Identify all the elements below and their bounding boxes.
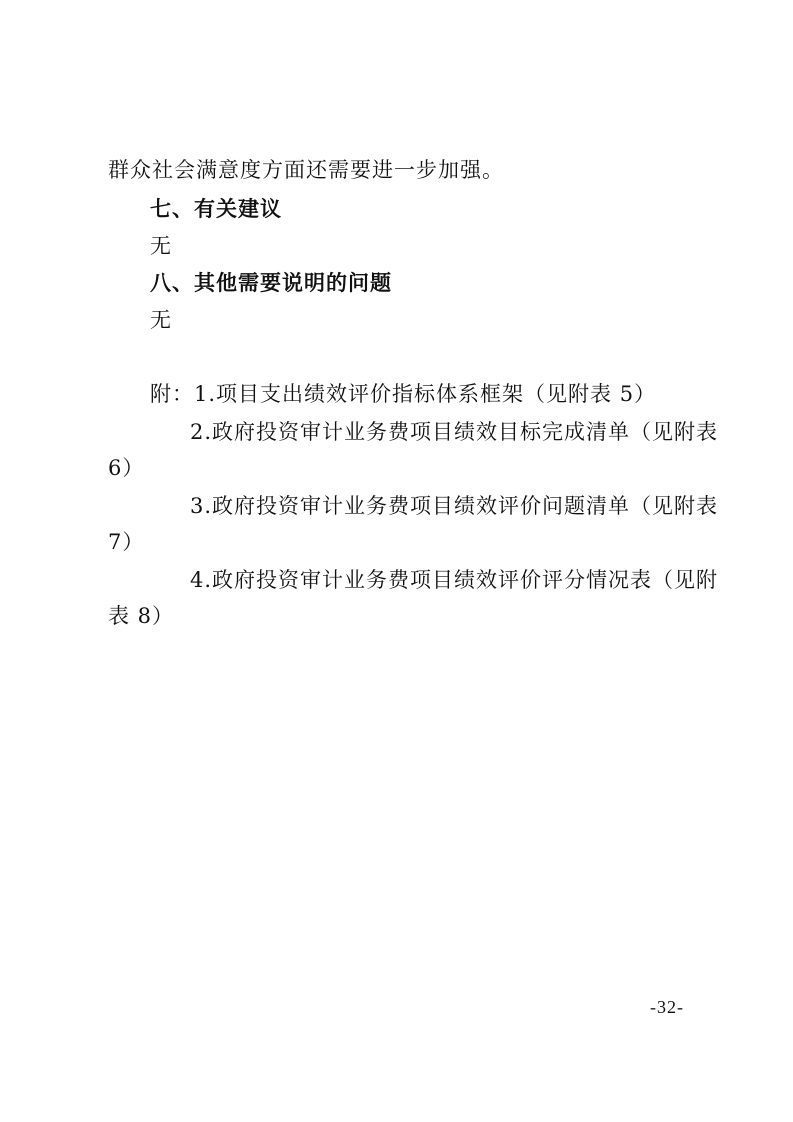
- attachment-item-2-line-2: 6）: [108, 456, 145, 480]
- section-8-heading: 八、其他需要说明的问题: [150, 271, 392, 295]
- paragraph-continuation: 群众社会满意度方面还需要进一步加强。: [108, 158, 504, 182]
- page-number: -32-: [650, 997, 684, 1017]
- attachment-item-4-line-1: 4.政府投资审计业务费项目绩效评价评分情况表（见附: [190, 568, 719, 592]
- attachment-item-4-line-2: 表 8）: [108, 604, 175, 628]
- attachment-item-3-line-2: 7）: [108, 530, 145, 554]
- attachment-item-3-line-1: 3.政府投资审计业务费项目绩效评价问题清单（见附表: [190, 494, 719, 518]
- section-8-body: 无: [150, 308, 172, 332]
- section-7-heading: 七、有关建议: [150, 197, 282, 221]
- attachment-item-2-line-1: 2.政府投资审计业务费项目绩效目标完成清单（见附表: [190, 420, 719, 444]
- section-7-body: 无: [150, 234, 172, 258]
- attachment-item-1: 附：1.项目支出绩效评价指标体系框架（见附表 5）: [150, 382, 657, 406]
